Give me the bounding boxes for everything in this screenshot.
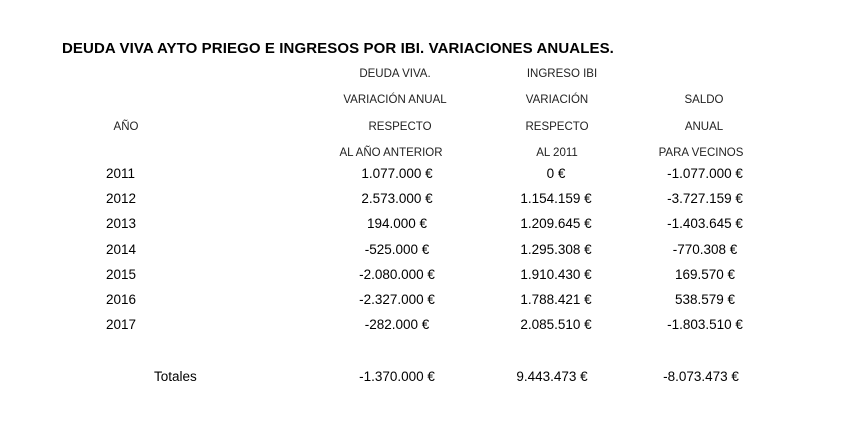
header-ibi-4: AL 2011 bbox=[536, 147, 578, 159]
header-deuda-2: VARIACIÓN ANUAL bbox=[343, 94, 447, 106]
row-2014-year: 2014 bbox=[106, 242, 137, 257]
row-2014-deuda: -525.000 € bbox=[364, 242, 430, 257]
row-2015-year: 2015 bbox=[106, 267, 137, 282]
row-2015-ibi: 1.910.430 € bbox=[520, 267, 592, 282]
header-deuda-1: DEUDA VIVA. bbox=[359, 68, 431, 80]
row-2013-ibi: 1.209.645 € bbox=[520, 216, 592, 231]
row-2013-year: 2013 bbox=[106, 216, 137, 231]
row-2013-deuda: 194.000 € bbox=[366, 216, 428, 231]
header-saldo-2: SALDO bbox=[684, 94, 724, 106]
row-2015-deuda: -2.080.000 € bbox=[359, 267, 435, 282]
header-ibi-1: INGRESO IBI bbox=[526, 68, 598, 80]
row-2011-deuda: 1.077.000 € bbox=[361, 166, 433, 181]
totals-saldo: -8.073.473 € bbox=[663, 369, 739, 384]
row-2017-deuda: -282.000 € bbox=[364, 317, 430, 332]
row-2016-year: 2016 bbox=[106, 292, 137, 307]
row-2011-saldo: -1.077.000 € bbox=[667, 166, 743, 181]
row-2016-deuda: -2.327.000 € bbox=[359, 292, 435, 307]
row-2012-ibi: 1.154.159 € bbox=[520, 191, 592, 206]
row-2017-saldo: -1.803.510 € bbox=[667, 317, 743, 332]
header-ibi-2: VARIACIÓN bbox=[525, 94, 589, 106]
header-saldo-4: PARA VECINOS bbox=[658, 147, 744, 159]
row-2014-ibi: 1.295.308 € bbox=[520, 242, 592, 257]
row-2017-year: 2017 bbox=[106, 317, 137, 332]
row-2013-saldo: -1.403.645 € bbox=[667, 216, 743, 231]
row-2016-saldo: 538.579 € bbox=[674, 292, 736, 307]
header-deuda-3: RESPECTO bbox=[368, 121, 432, 133]
row-2012-year: 2012 bbox=[106, 191, 137, 206]
row-2015-saldo: 169.570 € bbox=[674, 267, 736, 282]
totals-ibi: 9.443.473 € bbox=[516, 369, 588, 384]
row-2016-ibi: 1.788.421 € bbox=[520, 292, 592, 307]
header-ibi-3: RESPECTO bbox=[525, 121, 589, 133]
totals-deuda: -1.370.000 € bbox=[359, 369, 435, 384]
row-2012-saldo: -3.727.159 € bbox=[667, 191, 743, 206]
row-2012-deuda: 2.573.000 € bbox=[361, 191, 433, 206]
table-title: DEUDA VIVA AYTO PRIEGO E INGRESOS POR IBI. VARIACIONES ANUALES. bbox=[62, 40, 614, 57]
totals-label: Totales bbox=[154, 369, 197, 384]
header-saldo-3: ANUAL bbox=[684, 121, 724, 133]
row-2011-year: 2011 bbox=[106, 166, 136, 181]
row-2017-ibi: 2.085.510 € bbox=[520, 317, 592, 332]
row-2011-ibi: 0 € bbox=[546, 166, 566, 181]
header-year: AÑO bbox=[113, 121, 139, 133]
row-2014-saldo: -770.308 € bbox=[672, 242, 738, 257]
header-deuda-4: AL AÑO ANTERIOR bbox=[339, 147, 443, 159]
